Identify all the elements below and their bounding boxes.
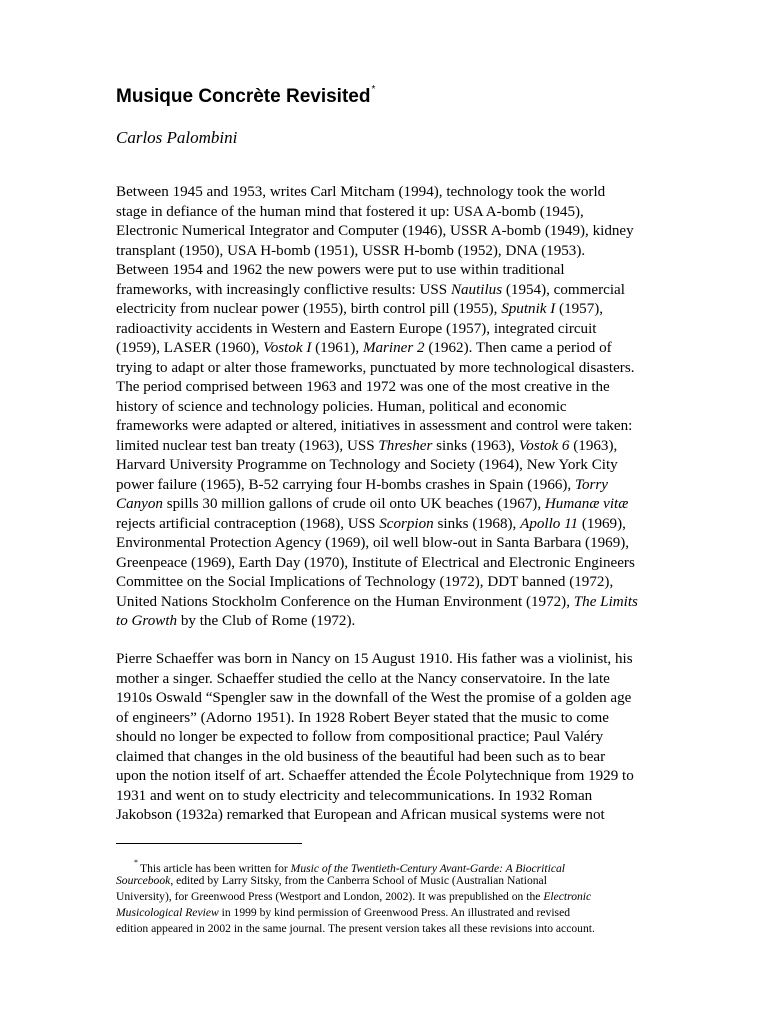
- italic-text: Sourcebook: [116, 874, 171, 887]
- text-run: in 1999 by kind permission of Greenwood Press. An illustrated and revised: [218, 906, 571, 919]
- text-run: power failure (1965), B-52 carrying four H-bombs crashes in Spain (1966),: [116, 476, 575, 493]
- text-run: of engineers” (Adorno 1951). In 1928 Robert Beyer stated that the music to come: [116, 709, 609, 726]
- text-run: sinks (1968),: [433, 515, 521, 532]
- text-line: [116, 650, 654, 670]
- text-run: (1962). Then came a period of: [424, 340, 612, 356]
- italic-text: Vostok 6: [518, 437, 570, 454]
- text-run: rejects artificial contraception (1968), USS: [116, 515, 380, 532]
- text-run: mother a singer. Schaeffer studied the cello at the Nancy conservatoire. In the late: [116, 670, 610, 687]
- text-line: [116, 728, 654, 748]
- text-line: [116, 889, 656, 905]
- text-run: history of science and technology policies. Human, political and economic: [116, 398, 567, 415]
- text-run: trying to adapt or alter those frameworks, punctuated by more technological disasters.: [116, 359, 635, 376]
- text-run: Pierre Schaeffer was born in Nancy on 15 August 1910. His father was a violinist, his: [116, 651, 633, 667]
- text-line: [116, 476, 654, 496]
- text-line: [116, 787, 654, 807]
- text-line: [116, 612, 654, 632]
- italic-text: Thresher: [378, 437, 433, 454]
- text-run: (1959), LASER (1960),: [116, 340, 264, 356]
- italic-text: Humanæ vitæ: [544, 496, 629, 512]
- text-line: [116, 689, 654, 709]
- article-title-text: Musique Concrète Revisited: [116, 86, 371, 107]
- text-line: [116, 398, 654, 418]
- text-run: 1910s Oswald “Spengler saw in the downfall of the West the promise of a golden age: [116, 690, 632, 706]
- text-run: transplant (1950), USA H-bomb (1951), USSR H-bomb (1952), DNA (1953).: [116, 242, 586, 259]
- text-line: [116, 573, 654, 593]
- author-name: Carlos Palombini: [116, 128, 238, 147]
- text-run: (1954), commercial: [502, 281, 625, 298]
- text-line: [116, 281, 654, 301]
- text-line: [116, 534, 654, 554]
- text-line: [116, 437, 654, 457]
- text-line: [116, 921, 656, 937]
- text-line: [116, 495, 654, 515]
- text-line: [116, 554, 654, 574]
- italic-text: Vostok I: [263, 340, 312, 356]
- text-run: frameworks, with increasingly conflictive results: USS: [116, 281, 451, 298]
- text-run: Electronic Numerical Integrator and Computer (1946), USSR A-bomb (1949), kidney: [116, 223, 634, 239]
- text-run: Harvard University Programme on Technology and Society (1964), New York City: [116, 457, 618, 473]
- text-run: claimed that changes in the old business of the beautiful had been such as to bear: [116, 748, 606, 765]
- text-run: (1969),: [578, 515, 626, 532]
- italic-text: Music of the Twentieth-Century Avant-Garde: A Biocritical: [290, 861, 566, 875]
- text-run: Jakobson (1932a) remarked that European and African musical systems were not: [116, 807, 605, 823]
- footnote-separator: [116, 843, 302, 844]
- paragraph-1: [116, 183, 654, 632]
- text-line: [116, 320, 654, 340]
- text-line: [116, 378, 654, 398]
- text-run: Committee on the Social Implications of Technology (1972), DDT banned (1972),: [116, 574, 614, 590]
- text-line: [116, 593, 654, 613]
- italic-text: Musicological Review: [116, 906, 219, 919]
- italic-text: Scorpion: [379, 515, 434, 532]
- text-line: [116, 261, 654, 281]
- text-run: sinks (1963),: [432, 437, 519, 454]
- title-footnote-marker: *: [371, 83, 376, 95]
- text-run: spills 30 million gallons of crude oil onto UK beaches (1967),: [162, 496, 545, 512]
- text-line: [116, 515, 654, 535]
- text-line: [116, 748, 654, 768]
- italic-text: Sputnik I: [501, 301, 556, 317]
- text-line: [116, 183, 654, 203]
- text-line: [116, 709, 654, 729]
- text-run: frameworks were adapted or altered, initiatives in assessment and control were taken:: [116, 418, 633, 434]
- text-line: [116, 359, 654, 379]
- text-run: Between 1945 and 1953, writes Carl Mitcham (1994), technology took the world: [116, 184, 606, 200]
- text-run: (1957),: [555, 301, 604, 317]
- text-run: (1961),: [311, 340, 363, 356]
- text-run: radioactivity accidents in Western and Eastern Europe (1957), integrated circuit: [116, 320, 597, 337]
- italic-text: Torry: [574, 476, 608, 493]
- text-run: upon the notion itself of art. Schaeffer attended the École Polytechnique from 1929 to: [116, 768, 634, 784]
- text-run: United Nations Stockholm Conference on the Human Environment (1972),: [116, 593, 574, 610]
- text-line: [116, 242, 654, 262]
- text-line: [116, 905, 656, 921]
- text-line: [116, 203, 654, 223]
- text-line: [116, 222, 654, 242]
- text-run: electricity from nuclear power (1955), birth control pill (1955),: [116, 301, 502, 317]
- paragraph-2: [116, 650, 654, 826]
- text-run: should no longer be expected to follow from compositional practice; Paul Valéry: [116, 729, 604, 745]
- italic-text: Nautilus: [450, 281, 503, 298]
- text-line: [116, 857, 656, 873]
- text-run: This article has been written for: [140, 861, 291, 875]
- text-run: 1931 and went on to study electricity and telecommunications. In 1932 Roman: [116, 787, 593, 804]
- text-run: Environmental Protection Agency (1969), oil well blow-out in Santa Barbara (1969),: [116, 535, 630, 551]
- italic-text: Mariner 2: [362, 340, 425, 356]
- text-line: [116, 339, 654, 359]
- italic-text: to Growth: [116, 613, 178, 629]
- text-run: , edited by Larry Sitsky, from the Canberra School of Music (Australian National: [170, 874, 547, 887]
- text-line: [116, 767, 654, 787]
- text-line: [116, 300, 654, 320]
- text-run: The period comprised between 1963 and 1972 was one of the most creative in the: [116, 379, 610, 395]
- text-line: [116, 873, 656, 889]
- text-run: by the Club of Rome (1972).: [177, 613, 356, 629]
- text-run: Between 1954 and 1962 the new powers were put to use within traditional: [116, 262, 565, 278]
- text-run: stage in defiance of the human mind that fostered it up: USA A-bomb (1945),: [116, 203, 584, 220]
- italic-text: The Limits: [573, 593, 638, 610]
- italic-text: Electronic: [543, 890, 592, 903]
- footnote-marker: *: [134, 858, 138, 867]
- text-line: [116, 456, 654, 476]
- text-run: (1963),: [569, 437, 618, 454]
- text-run: edition appeared in 2002 in the same journal. The present version takes all these revisions into account.: [116, 922, 595, 935]
- text-run: limited nuclear test ban treaty (1963), USS: [116, 437, 379, 454]
- text-run: Greenpeace (1969), Earth Day (1970), Institute of Electrical and Electronic Engineers: [116, 554, 635, 571]
- text-line: [116, 806, 654, 826]
- footnote: [116, 857, 656, 937]
- text-run: University), for Greenwood Press (Westport and London, 2002). It was prepublished on the: [116, 890, 544, 903]
- article-title: [116, 83, 376, 108]
- italic-text: Apollo 11: [520, 515, 579, 532]
- text-line: [116, 417, 654, 437]
- text-line: [116, 670, 654, 690]
- italic-text: Canyon: [116, 496, 163, 512]
